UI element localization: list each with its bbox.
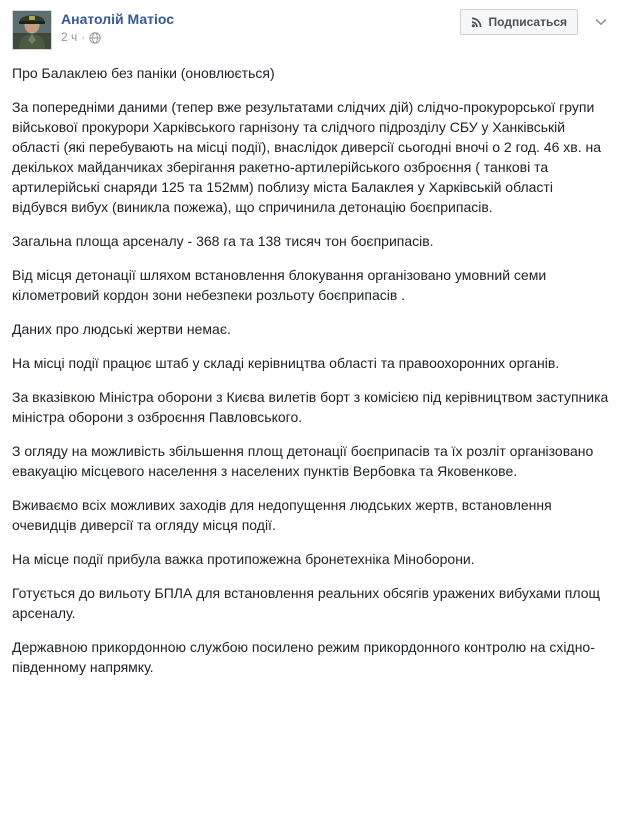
meta-separator: · [81,30,86,44]
post-paragraph: Вживаємо всіх можливих заходів для недопущення людських жертв, встановлення очевидців диверсії та огляду місця події. [12,497,552,533]
post-paragraph: На місці події працює штаб у складі керівництва області та правоохоронних органів. [12,355,560,371]
post-paragraph: Про Балаклею без паніки (оновлюється) [12,65,275,81]
post-text [0,63,624,685]
user-avatar-photo [13,11,51,49]
post-paragraph: Від місця детонації шляхом встановлення блокування організовано умовний семи кілометровий кордон зони небезпеки розльоту боєприпасів . [12,267,547,303]
post-paragraph: Даних про людські жертви немає. [12,321,231,337]
chevron-down-icon [595,18,607,26]
post-header [0,0,624,56]
post-paragraph: Готується до вильоту БПЛА для встановлення реальних обсягів уражених вибухами площ арсеналу. [12,585,601,621]
post-paragraph: Державною прикордонною службою посилено режим прикордонного контролю на східно-південному напрямку. [12,639,595,675]
post-menu-button[interactable] [588,9,614,35]
follow-button[interactable] [460,9,578,35]
author-name[interactable]: Анатолій Матіос [61,11,175,27]
rss-feed-icon [471,16,483,28]
post-paragraph: Загальна площа арсеналу - 368 га та 138 тисяч тон боєприпасів. [12,233,434,249]
post-paragraph: З огляду на можливість збільшення площ детонації боєприпасів та їх розліт організовано евакуацію місцевого населення з населених пунктів Вербовка та Яковенкове. [12,443,594,479]
post-paragraph: За вказівкою Міністра оборони з Києва вилетів борт з комісією під керівництвом заступника міністра оборони з озброєння Павловського. [12,389,609,425]
follow-button-label: Подписаться [488,15,567,29]
post-paragraph: За попередніми даними (тепер вже результатами слідчих дій) слідчо-прокурорської групи військової прокурори Харківського гарнізону та слідчого підрозділу СБУ у Ханківській області (які перебувають на місці події), внаслідок диверсії сьогодні вночі о 2 год. 46 хв. на декількох майданчиках зберігання ракетно-артилерійського озброєння ( танкові та артилерійські снаряди 125 та 152мм) поблизу міста Балаклея у Харківській області відбувся вибух (виникла пожежа), що спричинила детонацію боєприпасів. [12,99,601,215]
post-paragraph: На місце події прибула важка протипожежна бронетехніка Міноборони. [12,551,475,567]
post-timestamp[interactable]: 2 ч [61,30,78,44]
globe-icon[interactable] [89,32,101,44]
avatar[interactable] [12,10,52,50]
